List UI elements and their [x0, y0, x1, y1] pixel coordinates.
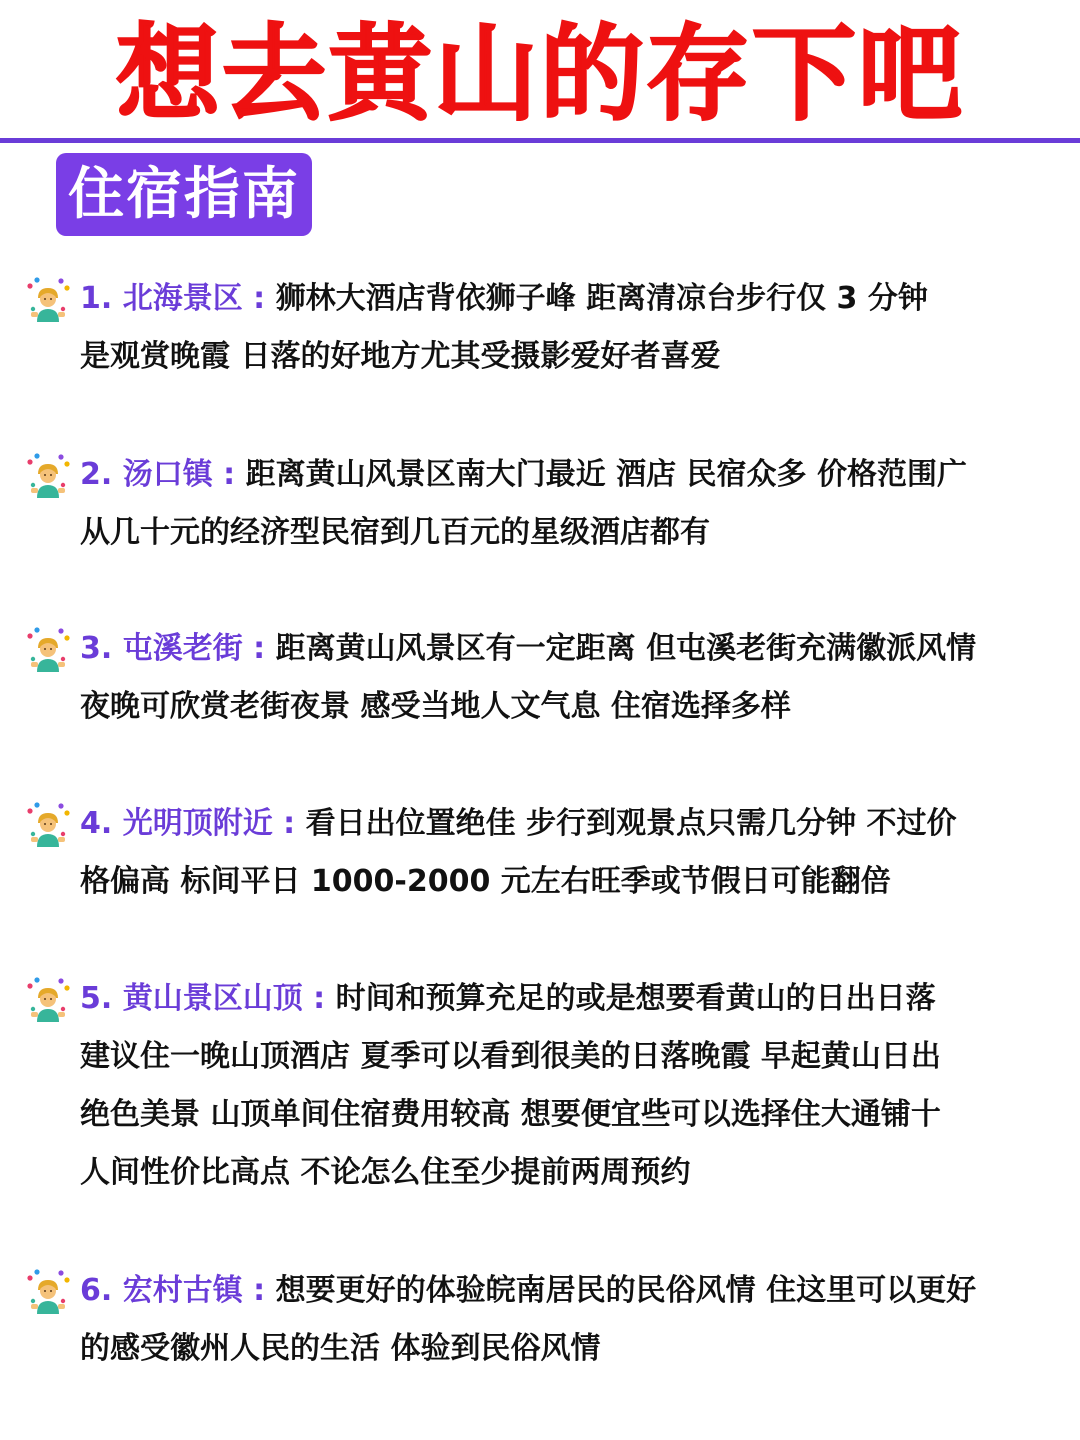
juggler-emoji-icon — [24, 626, 72, 674]
item-line: 人间性价比高点 不论怎么住至少提前两周预约 — [80, 1155, 691, 1190]
item-text: 狮林大酒店背依狮子峰 距离清凉台步行仅 3 分钟 — [275, 281, 928, 316]
item-separator: : — [223, 457, 236, 492]
item-text: 时间和预算充足的或是想要看黄山的日出日落 — [335, 981, 936, 1016]
item-line: 格偏高 标间平日 1000-2000 元左右旺季或节假日可能翻倍 — [80, 864, 891, 899]
item-line: 从几十元的经济型民宿到几百元的星级酒店都有 — [80, 515, 710, 550]
item-text: 距离黄山风景区有一定距离 但屯溪老街充满徽派风情 — [275, 631, 977, 666]
item-separator: : — [283, 806, 296, 841]
item-line — [80, 1262, 1070, 1320]
page-title: 想去黄山的存下吧 — [115, 13, 964, 135]
item-text: 想要更好的体验皖南居民的民俗风情 住这里可以更好 — [275, 1273, 977, 1308]
item-line: 夜晚可欣赏老街夜景 感受当地人文气息 住宿选择多样 — [80, 689, 791, 724]
item-heading: 3. 屯溪老街 — [80, 631, 243, 666]
item-separator: : — [253, 631, 266, 666]
item-line: 是观赏晚霞 日落的好地方尤其受摄影爱好者喜爱 — [80, 339, 721, 374]
juggler-emoji-icon — [24, 276, 72, 324]
item-line — [80, 620, 1070, 678]
item-line — [80, 970, 1070, 1028]
item-line — [80, 270, 1070, 328]
juggler-emoji-icon — [24, 1268, 72, 1316]
item-separator: : — [253, 1273, 266, 1308]
juggler-emoji-icon — [24, 452, 72, 500]
item-separator: : — [313, 981, 326, 1016]
item-line: 绝色美景 山顶单间住宿费用较高 想要便宜些可以选择住大通铺十 — [80, 1097, 941, 1132]
item-line — [80, 446, 1070, 504]
section-badge: 住宿指南 — [56, 153, 312, 236]
item-heading: 6. 宏村古镇 — [80, 1273, 243, 1308]
item-text: 看日出位置绝佳 步行到观景点只需几分钟 不过价 — [305, 806, 957, 841]
item-heading: 4. 光明顶附近 — [80, 806, 273, 841]
title-divider — [0, 138, 1080, 143]
item-line: 的感受徽州人民的生活 体验到民俗风情 — [80, 1331, 601, 1366]
juggler-emoji-icon — [24, 976, 72, 1024]
item-line — [80, 795, 1070, 853]
item-text: 距离黄山风景区南大门最近 酒店 民宿众多 价格范围广 — [245, 457, 967, 492]
item-heading: 2. 汤口镇 — [80, 457, 213, 492]
item-separator: : — [253, 281, 266, 316]
item-line: 建议住一晚山顶酒店 夏季可以看到很美的日落晚霞 早起黄山日出 — [80, 1039, 941, 1074]
juggler-emoji-icon — [24, 801, 72, 849]
item-heading: 5. 黄山景区山顶 — [80, 981, 303, 1016]
item-heading: 1. 北海景区 — [80, 281, 243, 316]
